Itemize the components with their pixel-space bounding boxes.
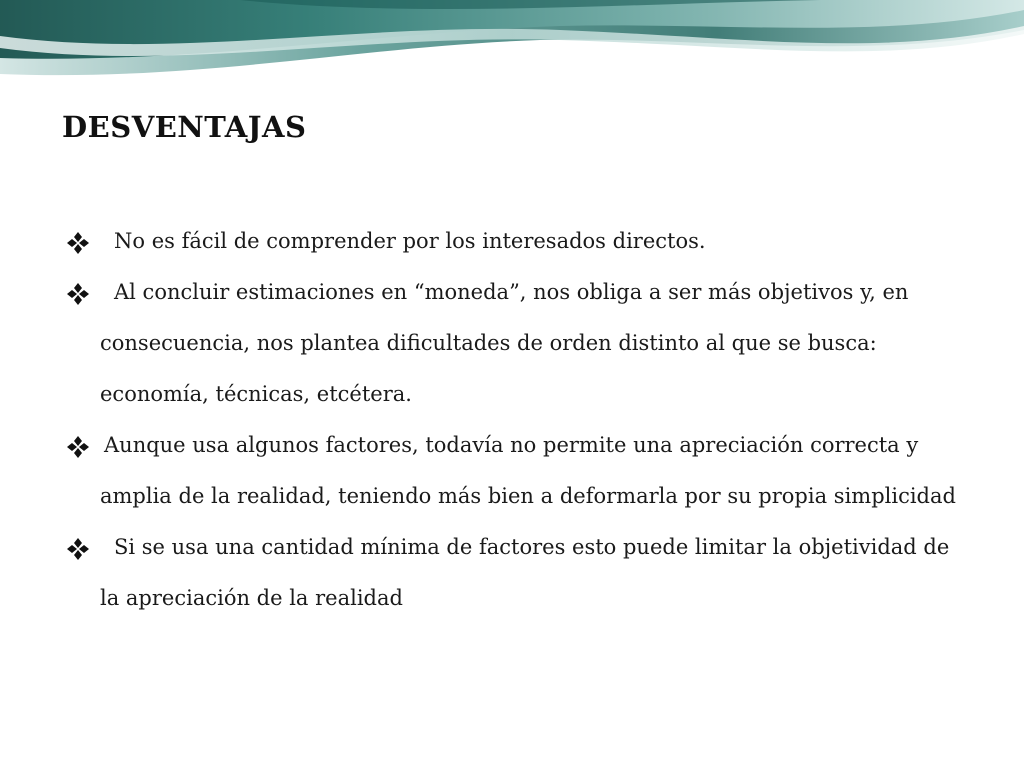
list-item bbox=[62, 420, 972, 522]
four-diamond-bullet-icon bbox=[66, 282, 90, 306]
header-wave-decoration bbox=[0, 0, 1024, 90]
four-diamond-bullet-icon bbox=[66, 435, 90, 459]
bullet-text: Aunque usa algunos factores, todavía no permite una apreciación correcta y amplia de la realidad, teniendo más bien a deformarla por su propia simplicidad bbox=[100, 433, 956, 508]
bullet-text: Al concluir estimaciones en “moneda”, nos obliga a ser más objetivos y, en consecuencia, nos plantea dificultades de orden distinto al que se busca: economía, técnicas, etcétera. bbox=[100, 280, 909, 406]
bullet-list bbox=[62, 216, 972, 624]
list-item bbox=[62, 216, 972, 267]
slide-title: DESVENTAJAS bbox=[62, 110, 307, 144]
bullet-text: No es fácil de comprender por los interesados directos. bbox=[114, 229, 706, 253]
four-diamond-bullet-icon bbox=[66, 231, 90, 255]
list-item bbox=[62, 522, 972, 624]
bullet-text: Si se usa una cantidad mínima de factores esto puede limitar la objetividad de la apreciación de la realidad bbox=[100, 535, 950, 610]
four-diamond-bullet-icon bbox=[66, 537, 90, 561]
list-item bbox=[62, 267, 972, 420]
